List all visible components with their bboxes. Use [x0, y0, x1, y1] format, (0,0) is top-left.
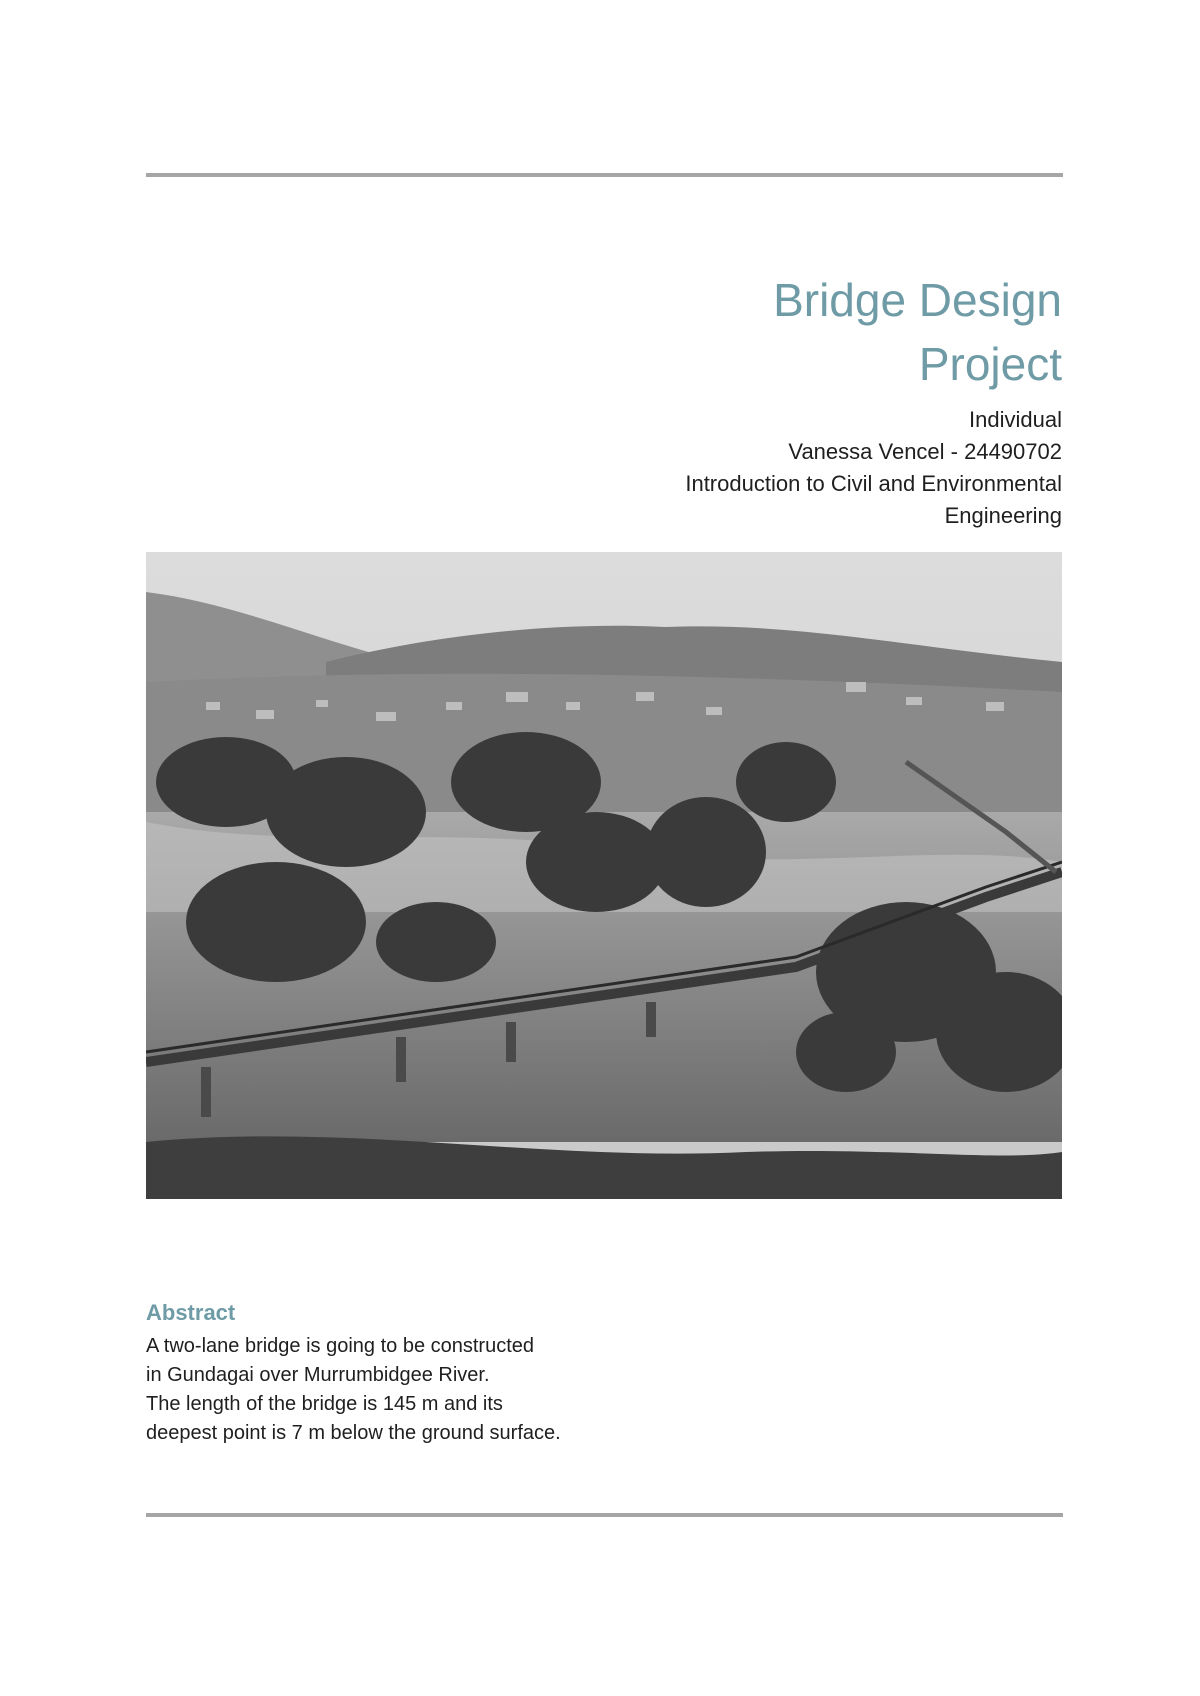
photo-illustration: [146, 552, 1062, 1199]
document-title: [462, 268, 1062, 396]
author-line: Vanessa Vencel - 24490702: [788, 439, 1062, 464]
abstract-line: deepest point is 7 m below the ground surface.: [146, 1422, 561, 1444]
abstract-section: [146, 1298, 746, 1448]
document-meta: [462, 404, 1062, 532]
title-block: [462, 268, 1062, 532]
title-line-1: Bridge Design: [773, 274, 1062, 326]
course-line-2: Engineering: [944, 503, 1062, 528]
project-type: Individual: [969, 407, 1062, 432]
abstract-line: A two-lane bridge is going to be constructed: [146, 1335, 535, 1357]
abstract-body: [146, 1332, 746, 1448]
bottom-divider: [146, 1513, 1063, 1517]
cover-photo-bridge-flood: [146, 552, 1062, 1199]
title-line-2: Project: [918, 338, 1062, 390]
abstract-line: The length of the bridge is 145 m and its: [146, 1393, 503, 1415]
abstract-heading: Abstract: [146, 1300, 236, 1325]
abstract-line: in Gundagai over Murrumbidgee River.: [146, 1364, 490, 1386]
top-divider: [146, 173, 1063, 177]
course-line-1: Introduction to Civil and Environmental: [685, 471, 1062, 496]
